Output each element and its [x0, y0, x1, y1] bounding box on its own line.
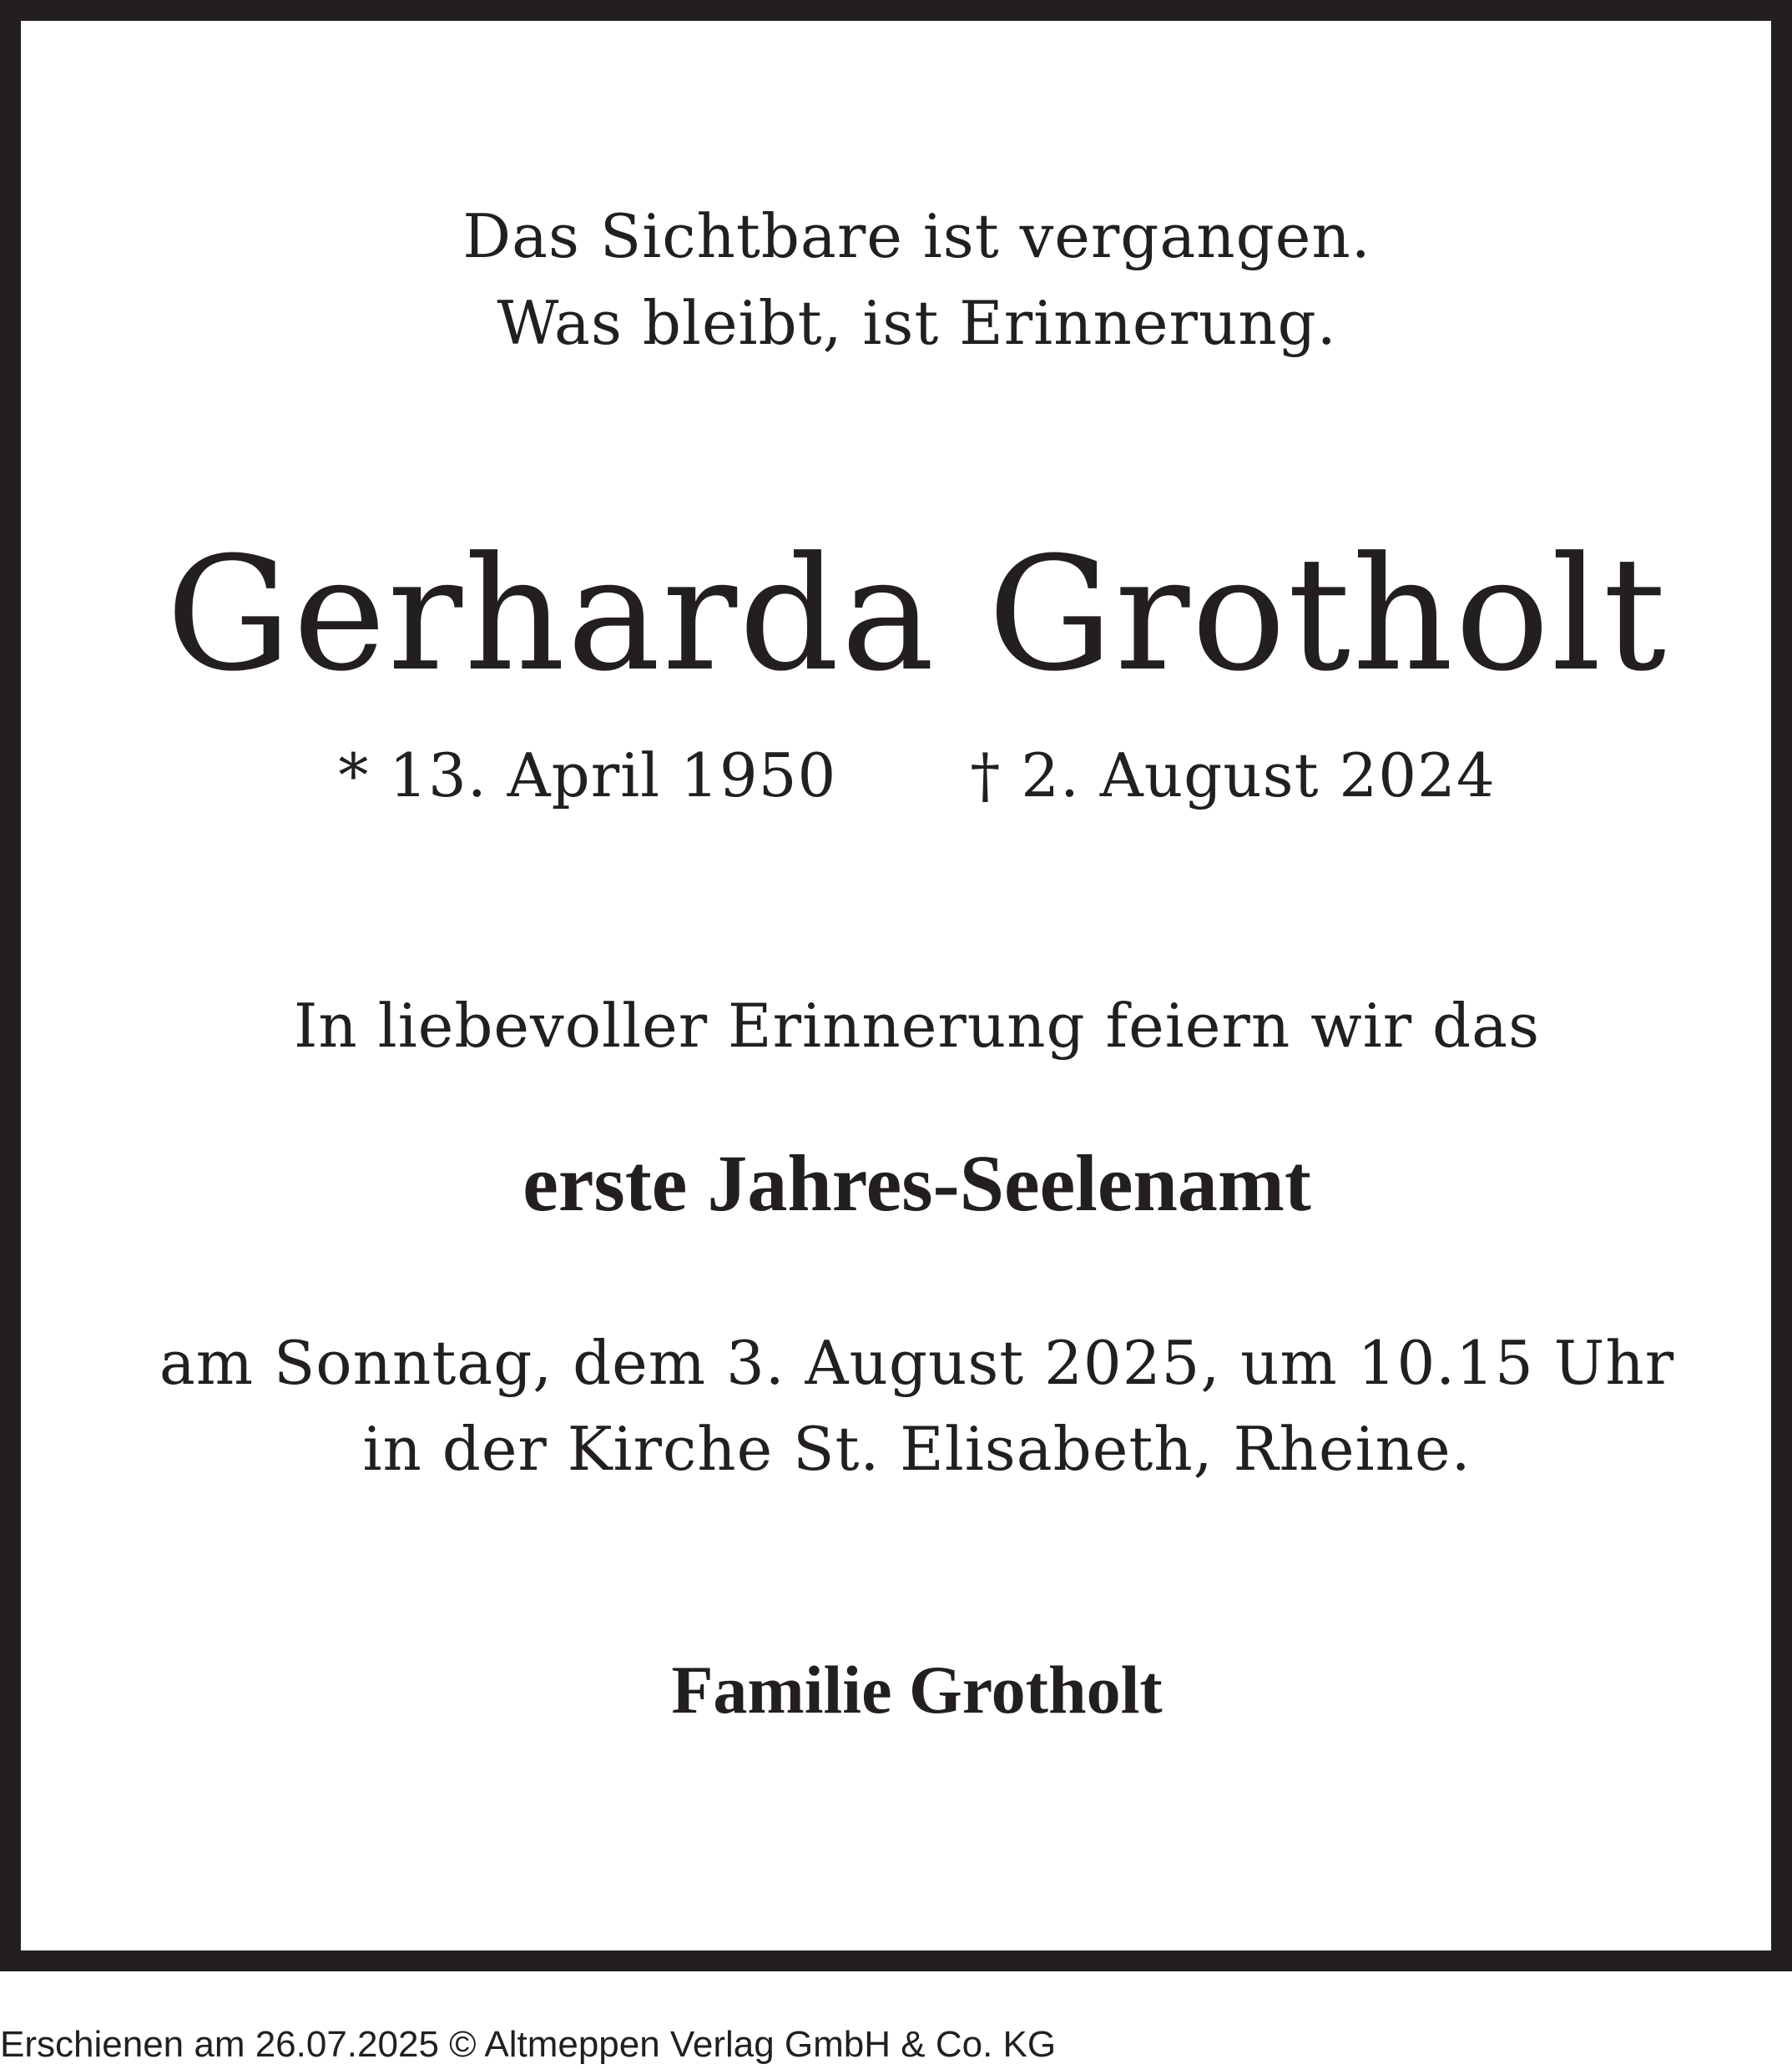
birth-date: * 13. April 1950	[338, 740, 837, 810]
motto-line-2: Was bleibt, ist Erinnerung.	[497, 288, 1337, 358]
motto-line-1: Das Sichtbare ist vergangen.	[462, 201, 1371, 271]
event-location: in der Kirche St. Elisabeth, Rheine.	[362, 1414, 1471, 1484]
life-dates	[21, 740, 1792, 810]
event-datetime: am Sonntag, dem 3. August 2025, um 10.15 Uhr	[159, 1328, 1675, 1398]
event-title: erste Jahres-Seelenamt	[522, 1138, 1311, 1228]
death-date: † 2. August 2024	[970, 740, 1496, 810]
deceased-name: Gerharda Grotholt	[165, 523, 1668, 706]
intro-text: In liebevoller Erinnerung feiern wir das	[293, 991, 1541, 1061]
publication-note: Erschienen am 26.07.2025 © Altmeppen Verlag GmbH & Co. KG	[0, 2024, 1057, 2065]
signature: Familie Grotholt	[671, 1652, 1163, 1728]
